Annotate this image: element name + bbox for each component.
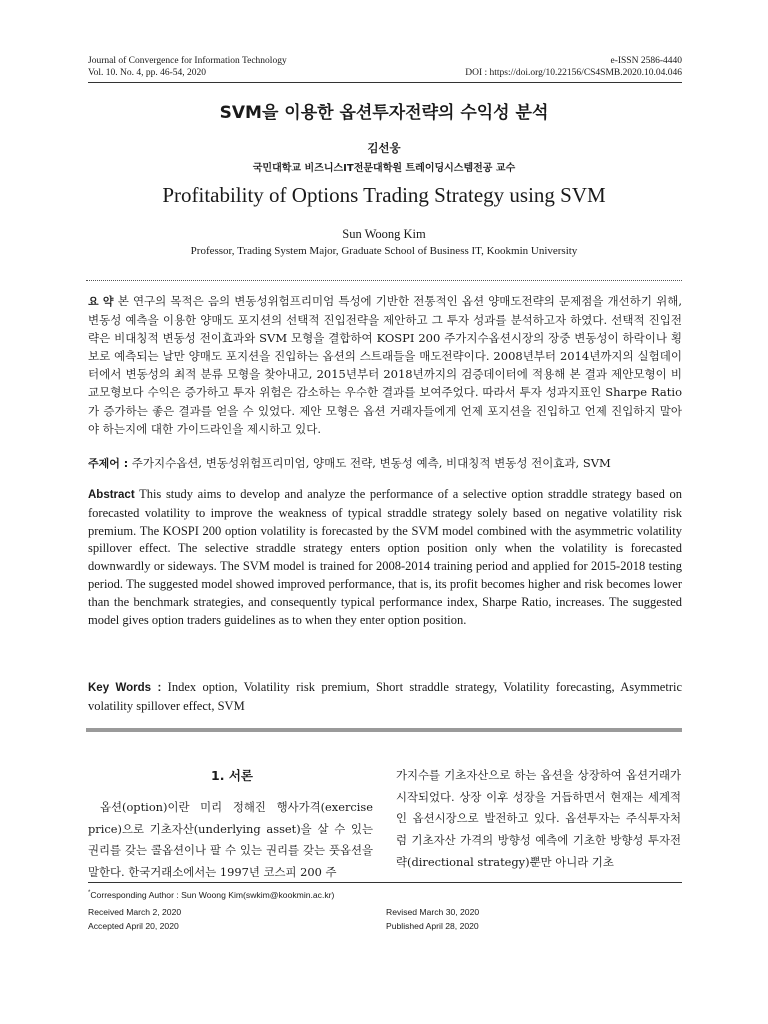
accepted-date: Accepted April 20, 2020 xyxy=(88,921,179,931)
title-english: Profitability of Options Trading Strategy using SVM xyxy=(162,183,606,207)
abstract-english xyxy=(88,486,682,629)
title-korean: SVM을 이용한 옵션투자전략의 수익성 분석 xyxy=(219,103,549,123)
author-korean: 김선웅 xyxy=(367,141,401,155)
corresponding-author xyxy=(88,887,334,901)
abstract-english-text: This study aims to develop and analyze the performance of a selective option straddle strategy based on forecasted volatility to improve the weakness of typical straddle strategy solely based on negative volatility risk premium. The KOSPI 200 option volatility is forecasted by the SVM model combined with the asymmetric volatility spillover effect. The selective straddle strategy enters option position only when the volatility is forecasted downwardly or sideways. The SVM model is trained for 2008-2014 training period and applied for 2015-2018 testing period. The suggested model showed improved performance, that is, its profit becomes higher and risk becomes lower than the benchmark strategies, and consequently typical performance index, Sharpe Ratio, increases. The suggested model gives option traders guidelines as to when they enter option position. xyxy=(88,487,682,627)
footnote-mark: * xyxy=(88,890,91,896)
journal-header-right xyxy=(465,55,682,79)
keywords-english xyxy=(88,679,682,716)
published-date: Published April 28, 2020 xyxy=(386,921,479,931)
journal-name: Journal of Convergence for Information Technology xyxy=(88,56,287,66)
section-divider xyxy=(86,728,682,732)
affiliation-korean: 국민대학교 비즈니스IT전문대학원 트레이딩시스템전공 교수 xyxy=(252,163,516,174)
journal-eissn: e-ISSN 2586-4440 xyxy=(610,56,682,66)
abstract-korean-label: 요 약 xyxy=(88,295,114,308)
abstract-english-label: Abstract xyxy=(88,489,135,501)
body-column-right: 가지수를 기초자산으로 하는 옵션을 상장하여 옵션거래가 시작되었다. 상장 이후 성장을 거듭하면서 현재는 세계적인 옵션시장으로 발전하고 있다. 옵션투자는 주식투자처럼 기초자산 가격의 방향성 예측에 기초한 방향성 투자전략(directional strategy)뿐만 아니라 기초 xyxy=(396,768,681,869)
body-column-left: 옵션(option)이란 미리 정해진 행사가격(exercise price)으로 기초자산(underlying asset)을 살 수 있는 권리를 갖는 콜옵션이나 팔 수 있는 권리를 갖는 풋옵션을 말한다. 한국거래소에서는 1997년 코스피 200 주 xyxy=(88,800,373,880)
footnote-rule xyxy=(88,882,682,883)
header-rule xyxy=(88,82,682,83)
section-heading: 1. 서론 xyxy=(211,768,253,783)
keywords-korean-text: 주가지수옵션, 변동성위험프리미엄, 양매도 전략, 변동성 예측, 비대칭적 변동성 전이효과, SVM xyxy=(131,456,611,470)
journal-header-left xyxy=(88,55,287,79)
keywords-korean xyxy=(88,454,682,473)
keywords-english-label: Key Words : xyxy=(88,682,162,694)
dotted-divider xyxy=(86,280,682,281)
keywords-english-text: Index option, Volatility risk premium, Short straddle strategy, Volatility forecasting, Asymmetric volatility spillover effect, SVM xyxy=(88,680,683,713)
author-english: Sun Woong Kim xyxy=(342,227,426,241)
journal-volume: Vol. 10. No. 4, pp. 46-54, 2020 xyxy=(88,68,207,78)
journal-doi: DOI : https://doi.org/10.22156/CS4SMB.2020.10.04.046 xyxy=(465,68,682,78)
keywords-korean-label: 주제어 : xyxy=(88,457,129,470)
abstract-korean-text: 본 연구의 목적은 음의 변동성위험프리미엄 특성에 기반한 전통적인 옵션 양매도전략의 문제점을 개선하기 위해, 변동성 예측을 이용한 양매도 포지션의 선택적 진입전략을 제안하고 그 투자 성과를 분석하고자 하였다. 선택적 진입전략은 비대칭적 변동성 전이효과와 SVM 모형을 결합하여 KOSPI 200 주가지수옵션시장의 장중 변동성이 하락이나 횡보로 예측되는 날만 양매도 포지션을 진입하는 옵션의 스트래들을 매도전략이다. 2008년부터 2014년까지의 실험데이터에서 변동성의 최적 분류 모형을 찾아내고, 2015년부터 2018년까지의 검증데이터에 적용해 본 결과 제안모형이 비교모형보다 수익은 증가하고 투자 위험은 감소하는 우수한 결과를 보여주었다. 따라서 투자 성과지표인 Sharpe Ratio가 증가하는 좋은 결과를 얻을 수 있었다. 제안 모형은 옵션 거래자들에게 언제 포지션을 진입하고 언제 진입하지 말아야 하는지에 대한 가이드라인을 제시하고 있다. xyxy=(88,294,682,436)
revised-date: Revised March 30, 2020 xyxy=(386,907,480,917)
affiliation-english: Professor, Trading System Major, Graduate School of Business IT, Kookmin University xyxy=(190,245,578,257)
corresponding-author-text: Corresponding Author : Sun Woong Kim(swkim@kookmin.ac.kr) xyxy=(90,889,335,900)
received-date: Received March 2, 2020 xyxy=(88,907,182,917)
abstract-korean xyxy=(88,292,682,438)
